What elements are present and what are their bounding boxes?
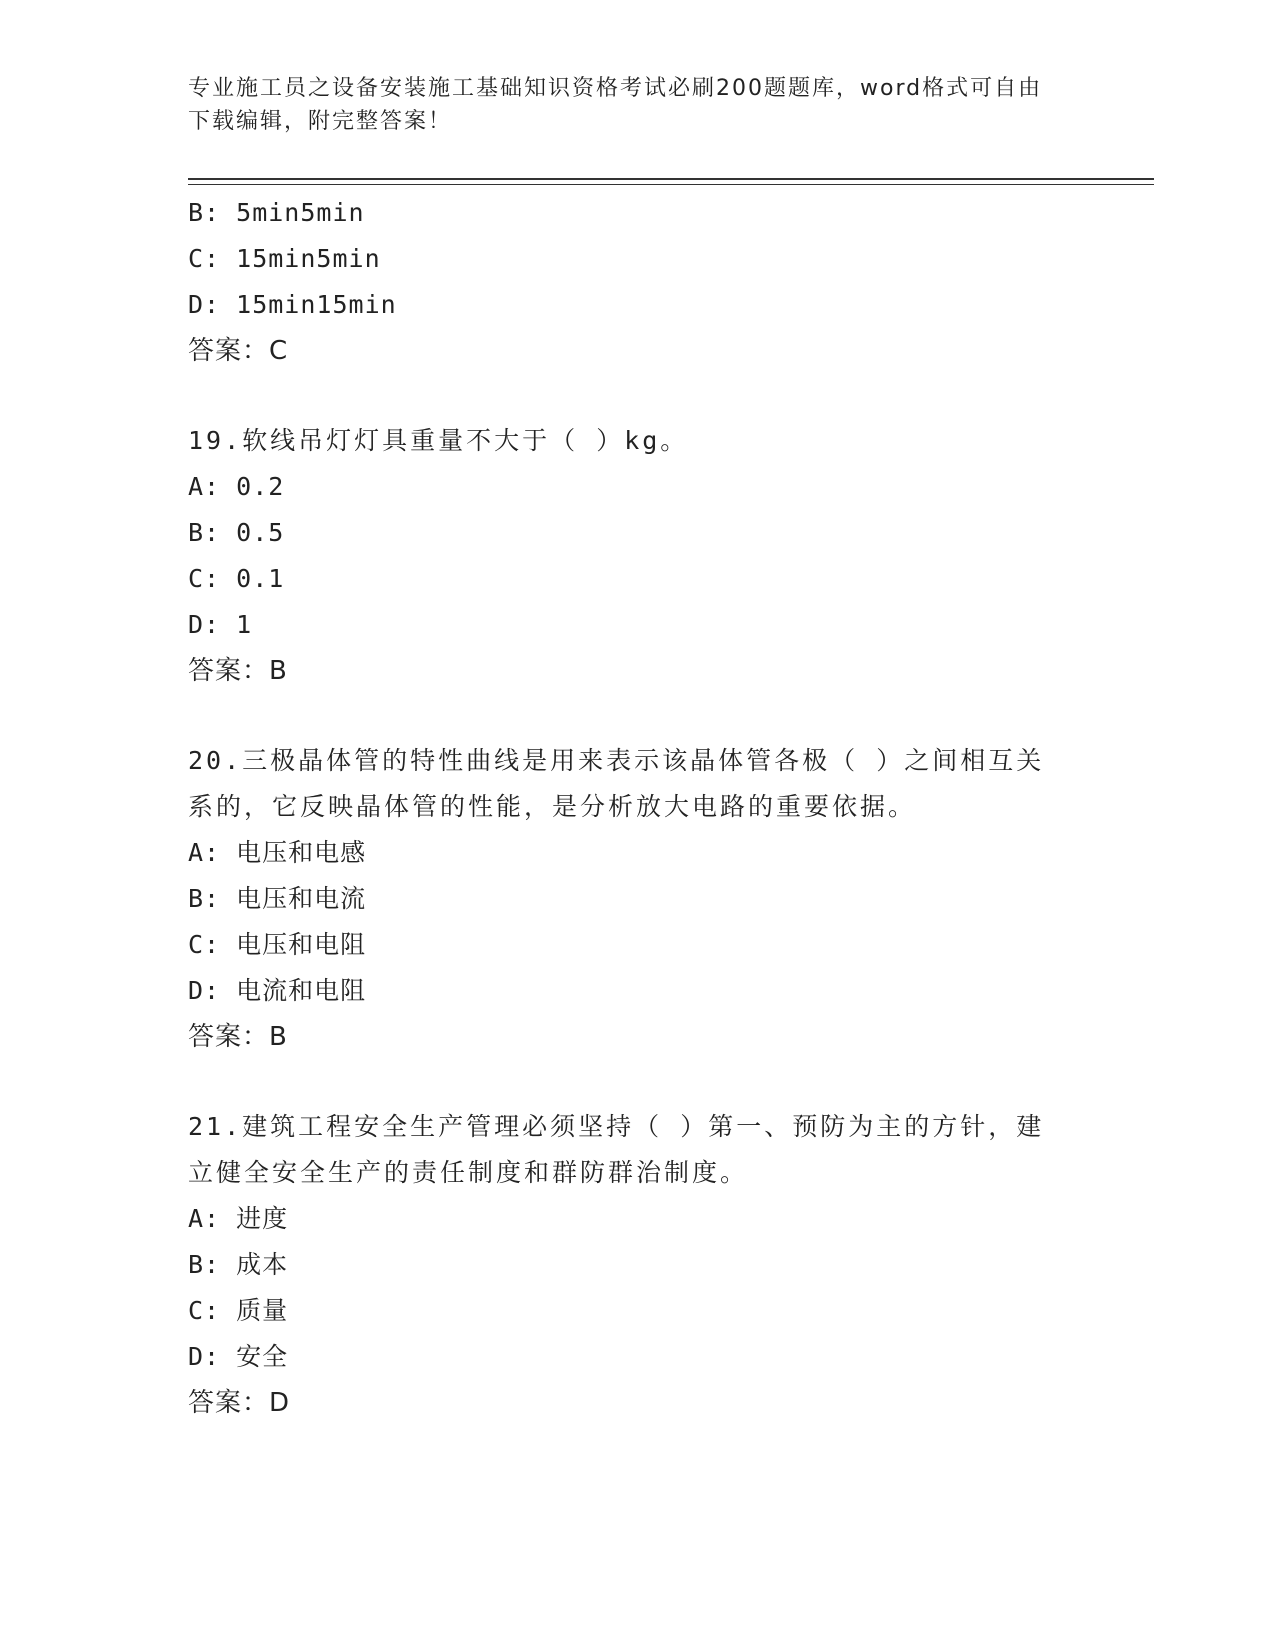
question-list <box>188 190 1088 1426</box>
option-d: D: 1 <box>188 610 253 639</box>
option-b: B: 5min5min <box>188 198 365 227</box>
option-b: B: 电压和电流 <box>188 884 367 913</box>
header-rule-thin <box>188 184 1154 185</box>
option-c: C: 电压和电阻 <box>188 930 367 959</box>
option-a: A: 0.2 <box>188 472 285 501</box>
document-header <box>188 72 1068 138</box>
question-line: 20.三极晶体管的特性曲线是用来表示该晶体管各极（ ）之间相互关 <box>188 746 1045 775</box>
option-b: B: 0.5 <box>188 518 285 547</box>
header-rule-thick <box>188 178 1154 180</box>
answer: 答案：B <box>188 1022 288 1052</box>
question-stem <box>188 418 1088 464</box>
question-line: 立健全安全生产的责任制度和群防群治制度。 <box>188 1158 749 1187</box>
question-18-continued <box>188 190 1088 374</box>
option-d: D: 15min15min <box>188 290 397 319</box>
answer: 答案：C <box>188 336 289 366</box>
question-line: 系的，它反映晶体管的性能，是分析放大电路的重要依据。 <box>188 792 917 821</box>
answer: 答案：D <box>188 1388 291 1418</box>
question-line: 19.软线吊灯灯具重量不大于（ ）kg。 <box>188 426 689 455</box>
question-line: 21.建筑工程安全生产管理必须坚持（ ）第一、预防为主的方针，建 <box>188 1112 1045 1141</box>
question-21 <box>188 1104 1088 1426</box>
option-a: A: 电压和电感 <box>188 838 367 867</box>
question-20 <box>188 738 1088 1060</box>
option-d: D: 电流和电阻 <box>188 976 367 1005</box>
option-a: A: 进度 <box>188 1204 289 1233</box>
question-19 <box>188 418 1088 694</box>
option-c: C: 0.1 <box>188 564 285 593</box>
question-stem <box>188 1104 1088 1196</box>
option-d: D: 安全 <box>188 1342 289 1371</box>
option-b: B: 成本 <box>188 1250 289 1279</box>
option-c: C: 质量 <box>188 1296 289 1325</box>
option-c: C: 15min5min <box>188 244 381 273</box>
header-line-2: 下载编辑，附完整答案！ <box>188 109 453 134</box>
header-line-1: 专业施工员之设备安装施工基础知识资格考试必刷200题题库，word格式可自由 <box>188 76 1043 101</box>
question-stem <box>188 738 1088 830</box>
answer: 答案：B <box>188 656 288 686</box>
